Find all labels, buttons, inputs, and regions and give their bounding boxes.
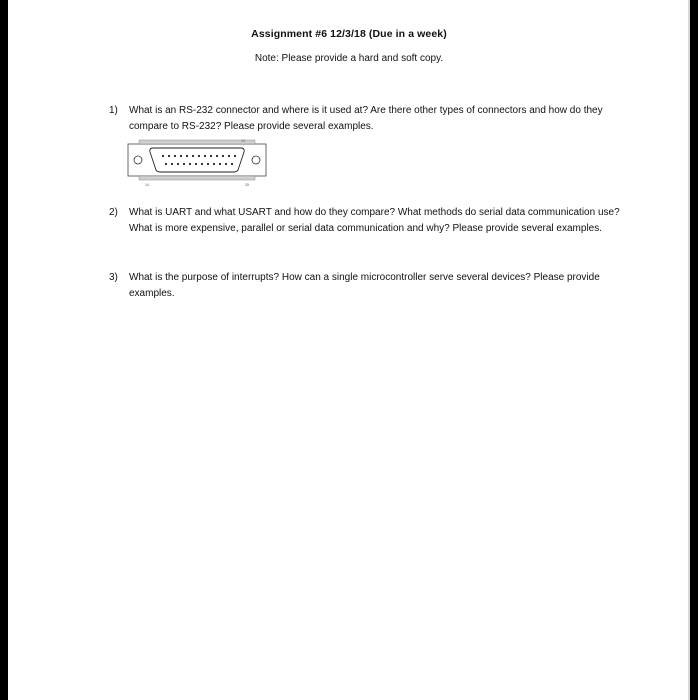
- pin-label-25: 25: [245, 183, 249, 187]
- question-3: [109, 270, 629, 302]
- question-text: What is the purpose of interrupts? How can a single microcontroller serve several devices? Please provide examples.: [129, 272, 600, 299]
- assignment-title: Assignment #6 12/3/18 (Due in a week): [251, 28, 447, 40]
- question-number: 1): [109, 105, 118, 116]
- scan-border-right: [690, 0, 698, 700]
- assignment-note: Note: Please provide a hard and soft copy.: [254, 53, 444, 64]
- question-number: 2): [109, 207, 118, 218]
- document-page: [8, 0, 690, 700]
- db25-connector-icon: [127, 136, 267, 190]
- question-2: [109, 205, 629, 237]
- scan-border-left: [0, 0, 8, 700]
- question-1: [109, 103, 629, 135]
- pin-label-14: 14: [145, 183, 149, 187]
- question-text: What is UART and what USART and how do they compare? What methods do serial data communication use? What is more expensive, parallel or serial data communication and why? Please provide several examples.: [129, 207, 620, 234]
- pin-label-13: 13: [241, 139, 245, 143]
- question-number: 3): [109, 272, 118, 283]
- question-text: What is an RS-232 connector and where is it used at? Are there other types of connectors and how do they compare to RS-232? Please provide several examples.: [129, 105, 603, 132]
